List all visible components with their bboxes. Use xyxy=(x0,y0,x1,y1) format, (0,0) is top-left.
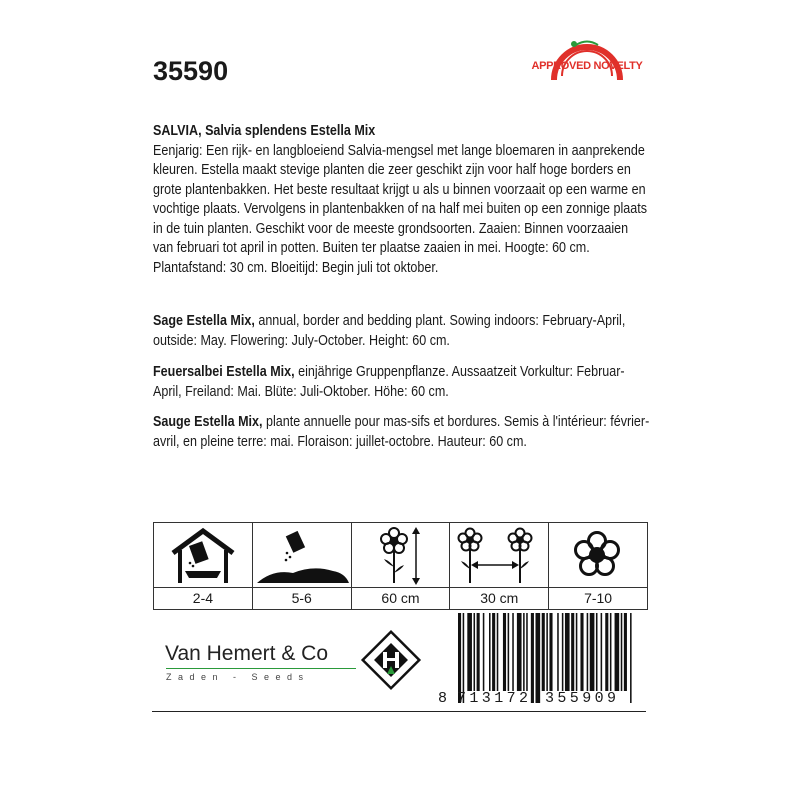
description-german xyxy=(153,363,652,402)
plant-spacing-icon xyxy=(450,523,548,587)
icon-cell-indoor-sowing xyxy=(154,523,253,609)
indoor-sowing-months: 2-4 xyxy=(192,590,214,606)
icon-cell-flowering xyxy=(549,523,647,609)
barcode-lead-digit: 8 xyxy=(438,690,448,707)
icon-cell-plant-spacing xyxy=(450,523,549,609)
description-dutch xyxy=(153,122,652,278)
badge-seal-icon xyxy=(524,18,650,100)
description-french xyxy=(153,413,652,452)
flowering-months: 7-10 xyxy=(584,590,613,606)
approved-novelty-badge xyxy=(524,18,650,100)
english-title: Sage Estella Mix, xyxy=(153,313,255,329)
brand-tagline: Zaden - Seeds xyxy=(166,672,310,682)
plant-spacing-value: 30 cm xyxy=(480,590,519,606)
dutch-title: SALVIA, Salvia splendens Estella Mix xyxy=(153,123,376,139)
brand-underline xyxy=(166,668,356,669)
flowering-icon xyxy=(549,523,647,587)
english-text: annual, border and bedding plant. Sowing indoors: February-April, outside: May. Flowering: July-October. Height: 60 cm. xyxy=(153,313,626,349)
french-title: Sauge Estella Mix, xyxy=(153,414,263,430)
icon-cell-plant-height xyxy=(352,523,451,609)
german-title: Feuersalbei Estella Mix, xyxy=(153,364,295,380)
badge-label: APPROVED NOVELTY xyxy=(531,60,643,72)
german-text: einjährige Gruppenpflanze. Aussaatzeit Vorkultur: Februar-April, Freiland: Mai. Blüte: Juli-Oktober. Höhe: 60 cm. xyxy=(153,364,625,400)
plant-height-value: 60 cm xyxy=(381,590,420,606)
barcode-right-digits: 355909 xyxy=(545,690,620,707)
brand-name: Van Hemert & Co xyxy=(165,642,329,665)
indoor-sowing-icon xyxy=(154,523,252,587)
description-english xyxy=(153,312,652,351)
article-code: 35590 xyxy=(153,56,229,86)
french-text: plante annuelle pour mas-sifs et bordures. Semis à l'intérieur: février-avril, en pleine terre: mai. Floraison: juillet-octobre. Hauteur: 60 cm. xyxy=(153,414,650,450)
barcode-left-digits: 713172 xyxy=(457,690,532,707)
plant-height-icon xyxy=(352,523,450,587)
van-hemert-logo-icon xyxy=(359,628,423,692)
outdoor-sowing-months: 5-6 xyxy=(291,590,312,606)
outdoor-sowing-icon xyxy=(253,523,351,587)
dutch-text: Eenjarig: Een rijk- en langbloeiend Salvia-mengsel met lange bloemaren in aanprekende kleuren. Estella maakt stevige planten die zeer geschikt zijn voor half hoge borders en grote plantenbakken. Het beste resultaat krijgt u als u binnen voorzaait op een warme en vochtige plaats. Vervolgens in plantenbakken of na half mei buiten op een zonnige plaats in de tuin planten. Geschikt voor de meeste grondsoorten. Zaaien: Binnen voorzaaien van februari tot april in potten. Buiten ter plaatse zaaien in mei. Hoogte: 60 cm. Plantafstand: 30 cm. Bloeitijd: Begin juli tot oktober. xyxy=(153,142,648,276)
icon-cell-outdoor-sowing xyxy=(253,523,352,609)
bottom-rule xyxy=(152,711,646,712)
cultivation-icons xyxy=(153,522,648,610)
